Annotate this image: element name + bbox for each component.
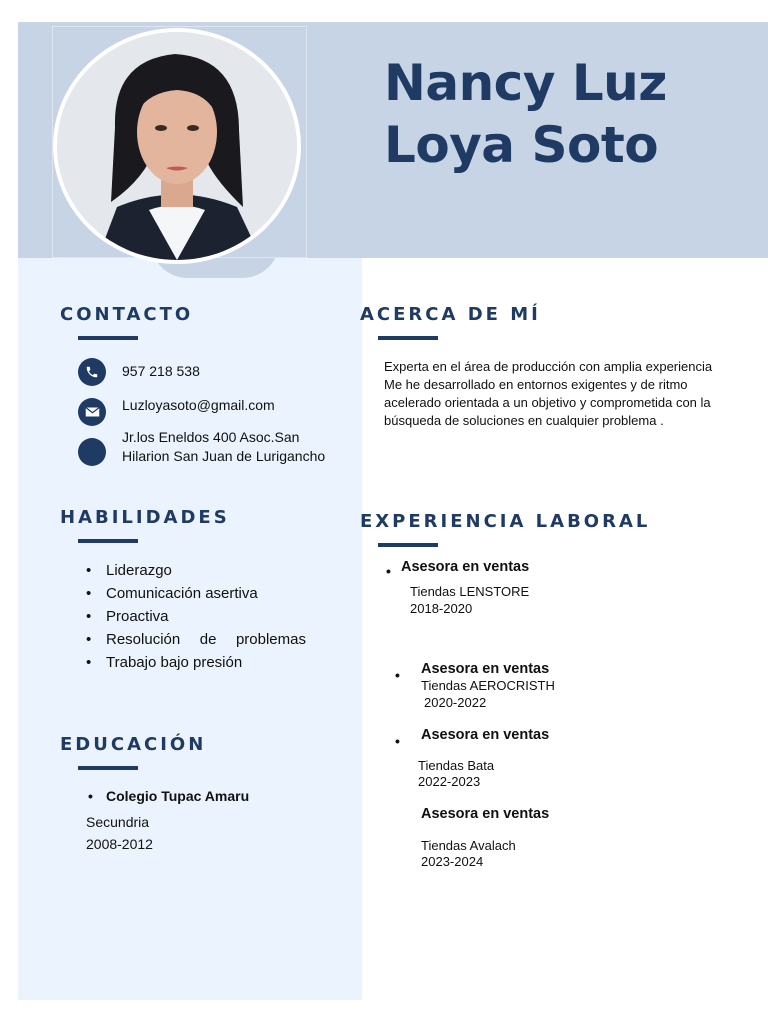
skill-item-justified [106,628,306,651]
job-bullet: • [395,667,400,683]
about-text [384,358,734,430]
contact-address [122,428,325,466]
envelope-icon [78,398,106,426]
job-4-role: Asesora en ventas [421,806,550,822]
job-3-years: 2022-2023 [418,774,481,789]
skill-item: • Comunicación asertiva [86,582,306,605]
skill-item [86,628,306,651]
job-3-role: Asesora en ventas [421,727,550,743]
about-title: ACERCA DE MÍ [360,304,541,325]
name-line-1: Nancy Luz [384,54,667,112]
contact-phone: 957 218 538 [122,363,200,379]
phone-icon [78,358,106,386]
skills-title: HABILIDADES [60,507,230,528]
contact-underline [78,336,138,340]
job-1-role: Asesora en ventas [401,559,530,575]
skill-word: • Resolución [106,631,181,648]
skills-underline [78,539,138,543]
job-1-years: 2018-2020 [410,601,473,616]
experience-underline [378,543,438,547]
job-4-company: Tiendas Avalach [421,838,516,853]
about-underline [378,336,438,340]
education-years: 2008-2012 [86,836,153,852]
education-school: Colegio Tupac Amaru [106,788,250,804]
education-title: EDUCACIÓN [60,734,207,755]
contact-title: CONTACTO [60,304,194,325]
about-line: búsqueda de soluciones en cualquier problema . [384,413,664,428]
about-line: Me he desarrollado en entornos exigentes y de ritmo [384,377,688,392]
skill-word: problemas [235,631,306,648]
skill-item: • Proactiva [86,605,306,628]
profile-photo-illustration [57,32,297,260]
profile-photo [53,28,301,264]
education-level: Secundria [86,814,150,830]
job-2-company: Tiendas AEROCRISTH [421,678,555,693]
skill-item: • Liderazgo [86,559,306,582]
full-name [384,52,667,176]
address-line-2: Hilarion San Juan de Lurigancho [122,448,326,464]
job-bullet: • [386,563,391,579]
job-3-company: Tiendas Bata [418,758,495,773]
job-4-years: 2023-2024 [421,854,484,869]
education-bullet: • [88,788,93,804]
experience-title: EXPERIENCIA LABORAL [360,511,651,532]
job-2-years: 2020-2022 [424,695,487,710]
contact-email[interactable]: Luzloyasoto@gmail.com [122,397,275,413]
address-line-1: Jr.los Eneldos 400 Asoc.San [122,429,300,445]
location-icon [78,438,106,466]
job-bullet: • [395,733,400,749]
job-1-company: Tiendas LENSTORE [410,584,530,599]
skills-list [86,559,306,674]
about-line: acelerado orientada a un objetivo y comprometida con la [384,395,711,410]
skill-item: • Trabajo bajo presión [86,651,306,674]
about-line: Experta en el área de producción con amplia experiencia [384,359,713,374]
skill-word: de [199,631,217,648]
education-underline [78,766,138,770]
name-line-2: Loya Soto [384,116,659,174]
job-2-role: Asesora en ventas [421,661,550,677]
